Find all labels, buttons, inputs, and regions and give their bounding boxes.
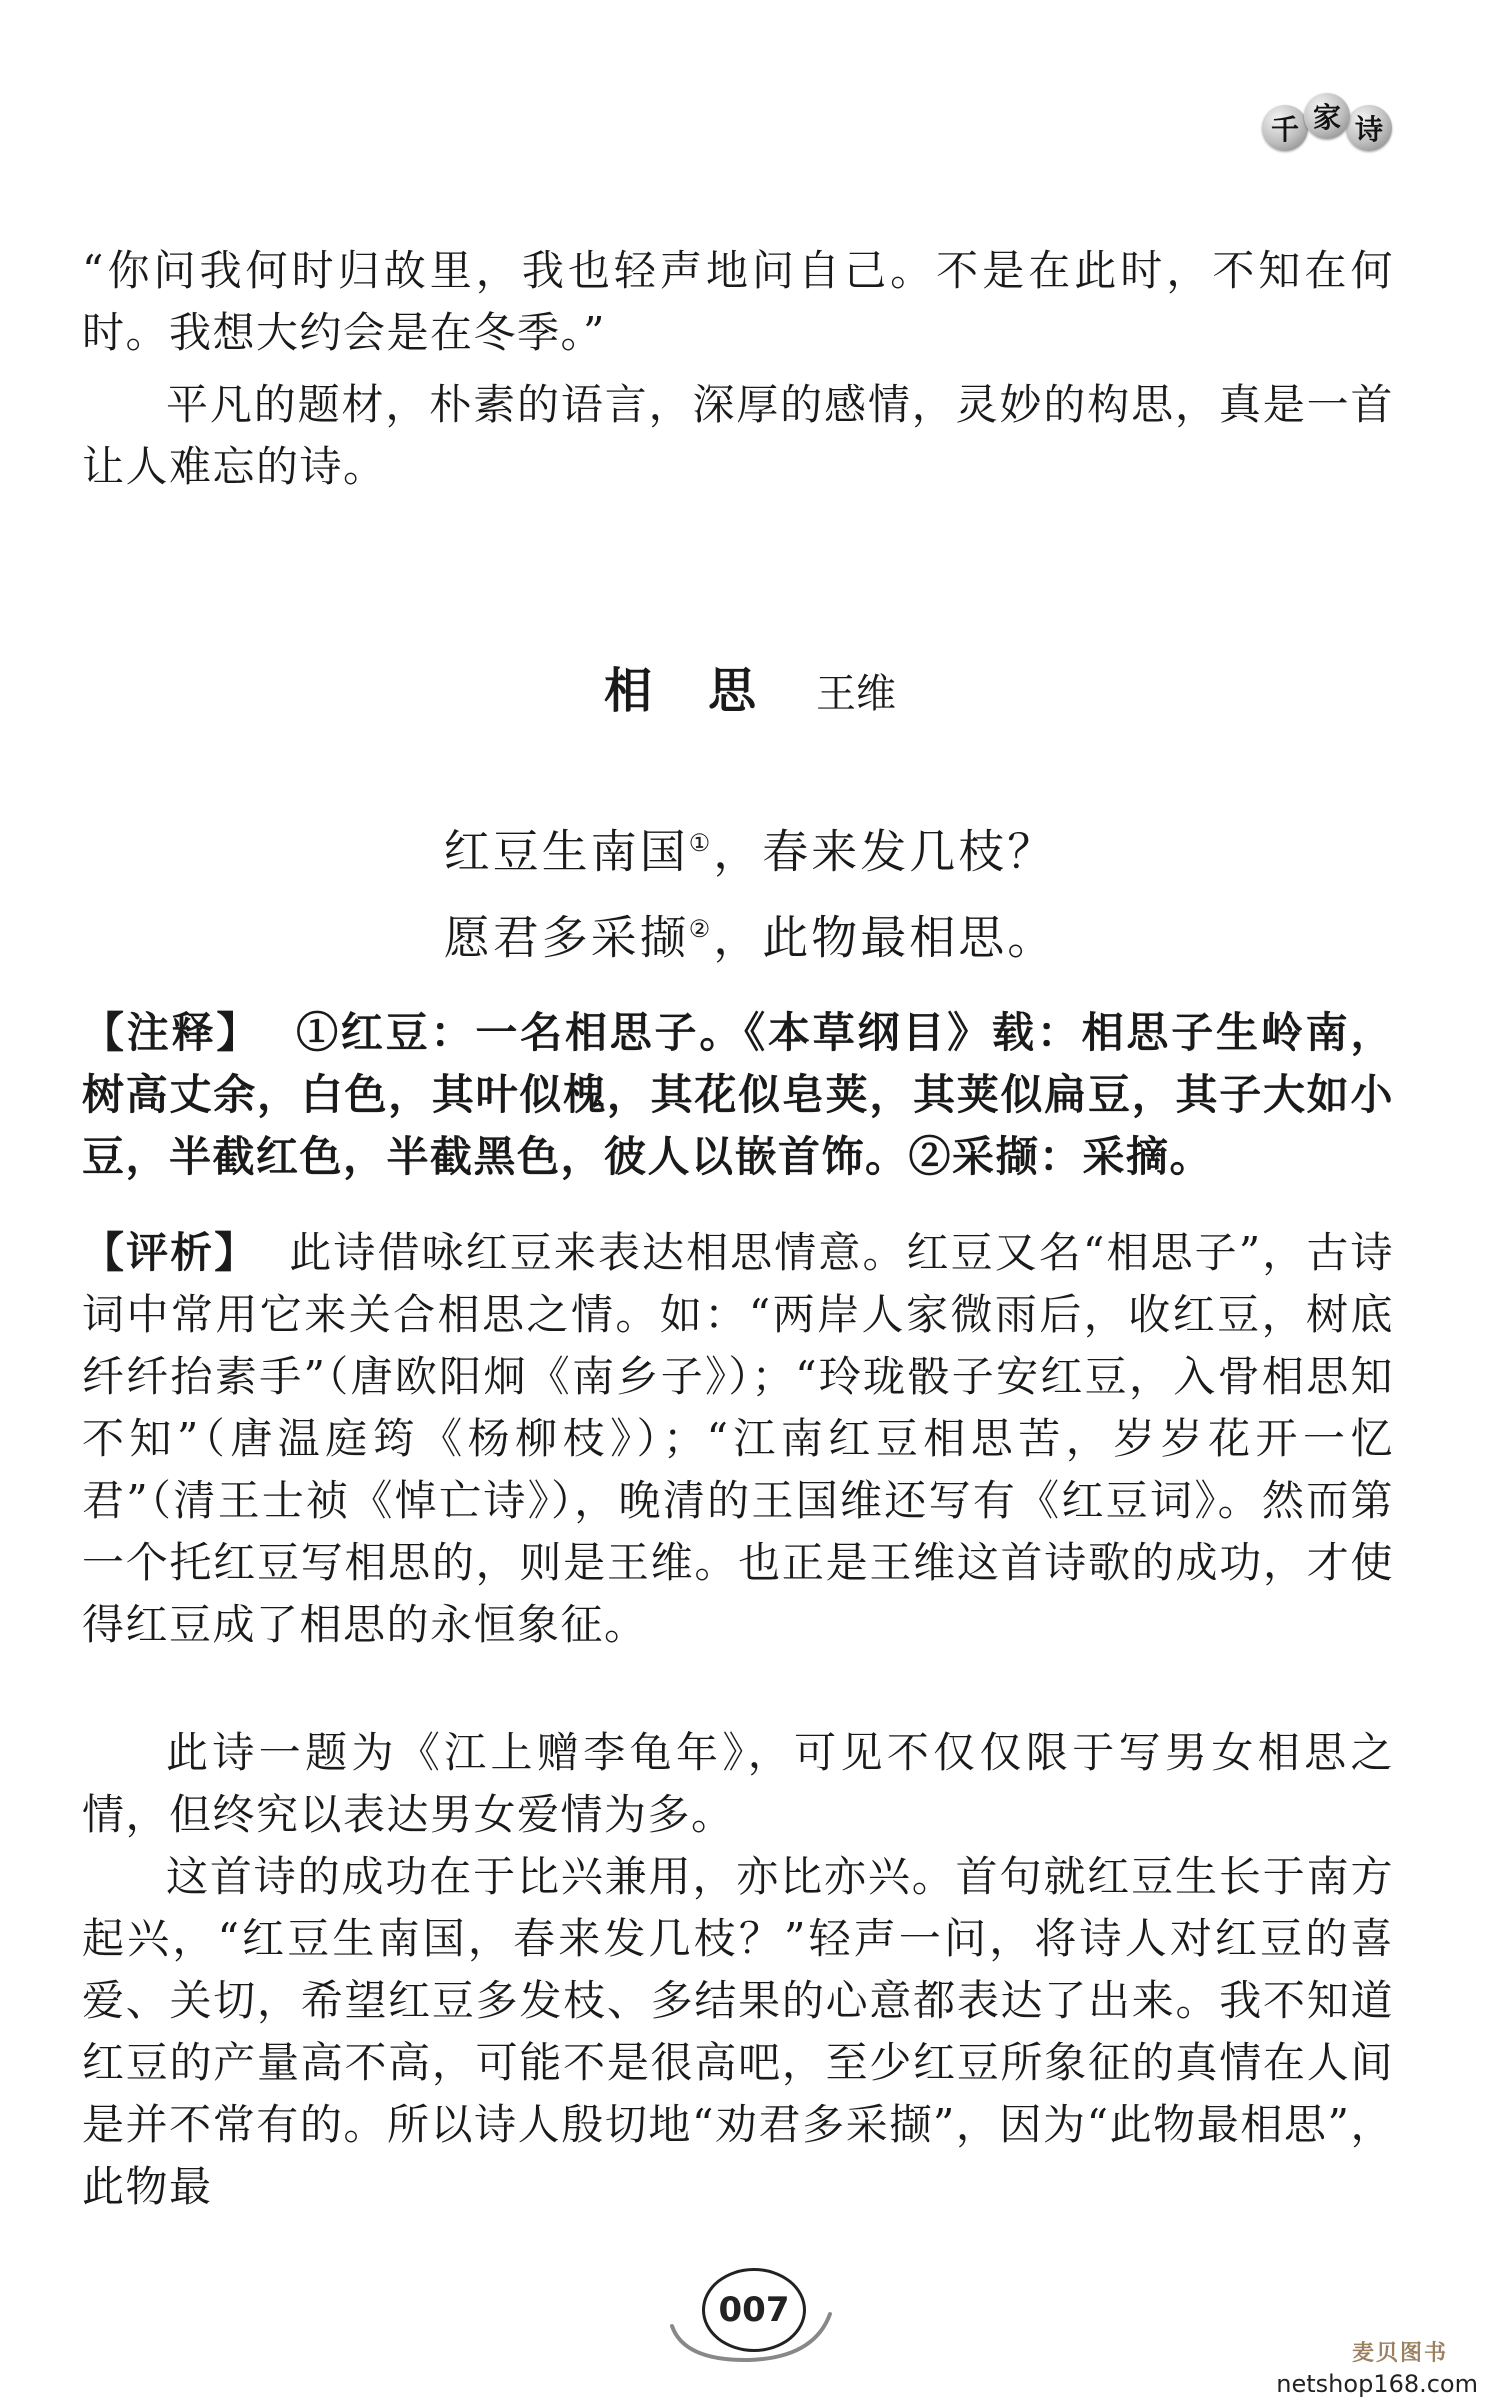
page-number-badge — [654, 2256, 844, 2366]
analysis-paragraph-3: 这首诗的成功在于比兴兼用，亦比亦兴。首句就红豆生长于南方起兴，“红豆生南国，春来发几枝？”轻声一问，将诗人对红豆的喜爱、关切，希望红豆多发枝、多结果的心意都表达了出来。我不知道红豆的产量高不高，可能不是很高吧，至少红豆所象征的真情在人间是并不常有的。所以诗人殷切地“劝君多采撷”，因为“此物最相思”，此物最 — [82, 1852, 1394, 2211]
intro-summary-paragraph: 平凡的题材，朴素的语言，深厚的感情，灵妙的构思，真是一首让人难忘的诗。 — [82, 380, 1394, 491]
poem-author: 王维 — [816, 671, 896, 717]
analysis-paragraph-1 — [82, 1222, 1394, 1656]
poem-line-2-part-b: ，此物最相思。 — [713, 910, 1057, 965]
watermark-brand: 麦贝图书 — [1351, 2341, 1448, 2366]
notes-paragraph — [82, 1002, 1394, 1188]
watermark-url: netshop168.com — [1276, 2370, 1478, 2398]
analysis-paragraph-2: 此诗一题为《江上赠李龟年》，可见不仅仅限于写男女相思之情，但终究以表达男女爱情为多。 — [82, 1728, 1394, 1839]
poem-line-1-part-b: ，春来发几枝？ — [713, 824, 1057, 879]
poem-line-2-part-a: 愿君多采撷 — [443, 910, 689, 965]
analysis-label: 【评析】 — [82, 1228, 259, 1277]
page-number: 007 — [702, 2268, 806, 2352]
notes-text: ①红豆：一名相思子。《本草纲目》载：相思子生岭南，树高丈余，白色，其叶似槐，其花似皂荚，其荚似扁豆，其子大如小豆，半截红色，半截黑色，彼人以嵌首饰。②采撷：采摘。 — [82, 1008, 1394, 1181]
poem-title: 相思 — [603, 663, 812, 719]
poem-line-1-part-a: 红豆生南国 — [443, 824, 689, 879]
intro-quote-paragraph: “你问我何时归故里，我也轻声地问自己。不是在此时，不知在何时。我想大约会是在冬季。” — [82, 246, 1394, 357]
badge-char-3: 诗 — [1346, 105, 1392, 151]
book-title-badge — [1266, 100, 1392, 156]
analysis-text-1: 此诗借咏红豆来表达相思情意。红豆又名“相思子”，古诗词中常用它来关合相思之情。如：“两岸人家微雨后，收红豆，树底纤纤抬素手”（唐欧阳炯《南乡子》）；“玲珑骰子安红豆，入骨相思知不知”（唐温庭筠《杨柳枝》）；“江南红豆相思苦，岁岁花开一忆君”（清王士祯《悼亡诗》），晚清的王国维还写有《红豆词》。然而第一个托红豆写相思的，则是王维。也正是王维这首诗歌的成功，才使得红豆成了相思的永恒象征。 — [82, 1228, 1394, 1649]
poem-line-2 — [0, 890, 1500, 976]
poem-body — [0, 804, 1500, 977]
badge-char-1: 千 — [1262, 105, 1308, 151]
poem-heading — [0, 652, 1500, 721]
badge-char-2: 家 — [1304, 93, 1350, 139]
poem-line-1 — [0, 804, 1500, 890]
footnote-mark-2: ② — [688, 915, 714, 944]
footnote-mark-1: ① — [688, 829, 714, 857]
notes-label: 【注释】 — [82, 1008, 262, 1057]
